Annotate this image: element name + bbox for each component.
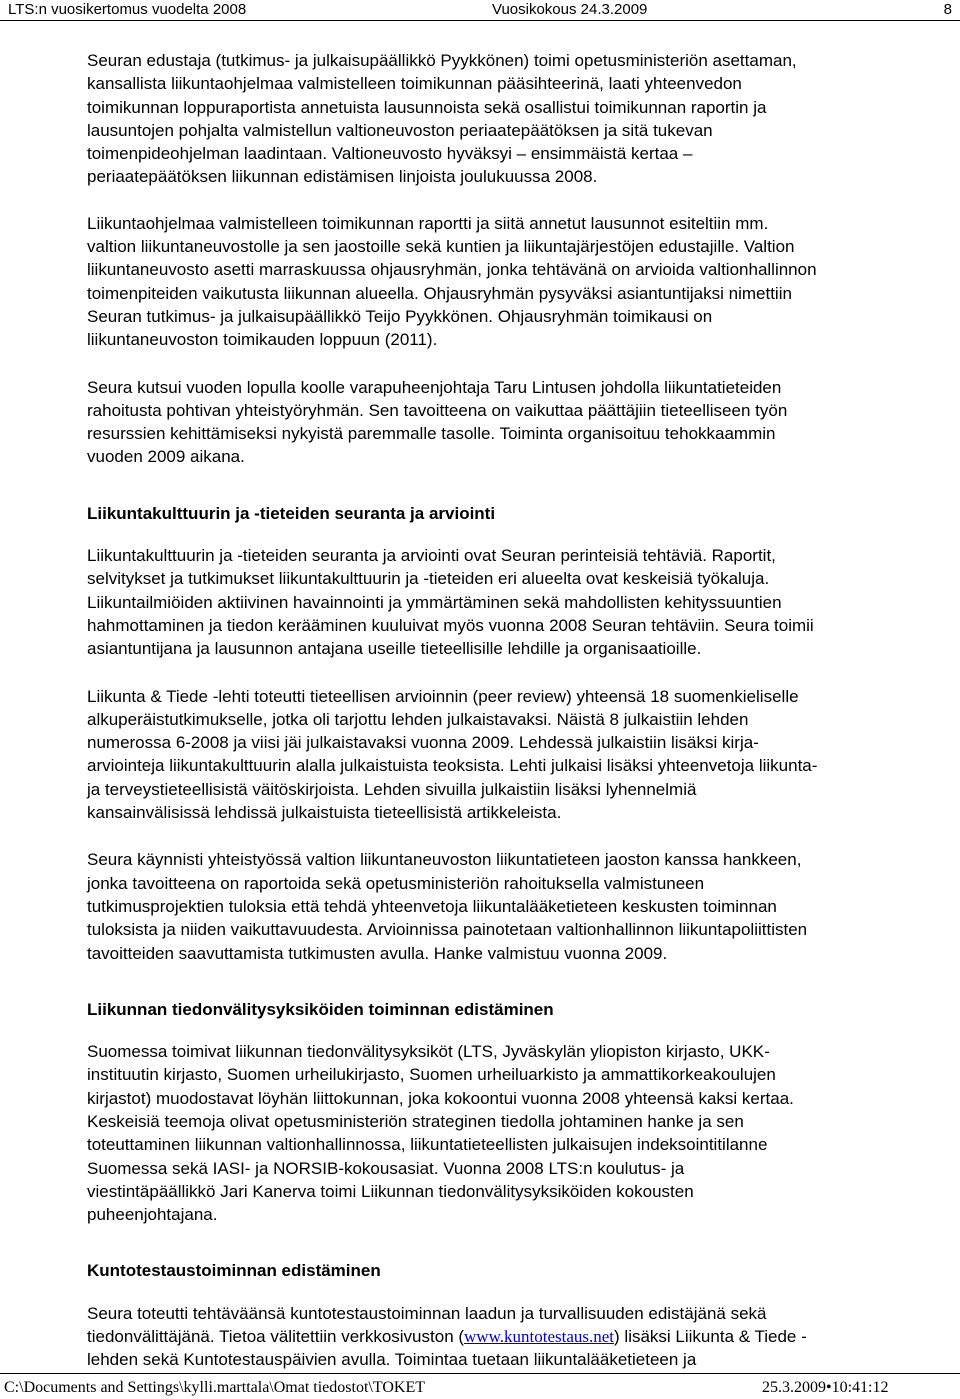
paragraph-peer-review: Liikunta & Tiede -lehti toteutti tieteellisen arvioinnin (peer review) yhteensä 18 suomenkieliselle alkuperäistutkimukselle, jotka oli tarjottu lehden julkaistavaksi. Näistä 8 julkaistiin lehden numerossa 6-2008 ja viisi jäi julkaistavaksi vuonna 2009. Lehdessä julkaistiin lisäksi kirja- arviointeja liikuntakulttuurin alalla julkaistuista teoksista. Lehti julkaisi lisäksi yhteenvetoja liikunta- ja terveystieteellisistä väitöskirjoista. Lehden sivuilla julkaistiin lisäksi lyhennelmiä kansainvälisissä lehdissä julkaistuista tieteellisistä artikkeleista. — [87, 686, 818, 823]
paragraph-kuntotestaus — [87, 1302, 957, 1372]
page-number: 8 — [943, 1, 952, 18]
paragraph-ohjausryhma: Liikuntaohjelmaa valmistelleen toimikunnan raportti ja siitä annetut lausunnot esiteltiin mm. valtion liikuntaneuvostolle ja sen jaostoille sekä kuntien ja liikuntajärjestöjen edustajille. Valtion liikuntaneuvosto asetti marraskuussa ohjausryhmän, jonka tehtävänä on arvioida valtionhallinnon toimenpiteiden vaikutusta liikunnan alueella. Ohjausryhmän pysyväksi asiantuntijaksi nimettiin Seuran tutkimus- ja julkaisupäällikkö Teijo Pyykkönen. Ohjausryhmän toimikausi on liikuntaneuvoston toimikauden loppuun (2011). — [87, 213, 817, 350]
paragraph-rahoitus: Seura kutsui vuoden lopulla koolle varapuheenjohtaja Taru Lintusen johdolla liikuntatieteiden rahoitusta pohtivan yhteistyöryhmän. Sen tavoitteena on vaikuttaa päättäjiin tieteelliseen työn resurssien kehittämiseksi nykyistä paremmalle tasolle. Toiminta organisoituu tehokkaammin vuoden 2009 aikana. — [87, 377, 788, 467]
header-meeting-date: Vuosikokous 24.3.2009 — [492, 1, 648, 18]
paragraph-hanke: Seura käynnisti yhteistyössä valtion liikuntaneuvoston liikuntatieteen jaoston kanssa hankkeen, jonka tavoitteena on raportoida sekä opetusministeriön rahoituksella valmistuneen tutkimusprojektien tuloksia että tehdä yhteenvetoja liikuntalääketieteen keskusten toiminnan tuloksista ja niiden vaikuttavuudesta. Arvioinnissa painotetaan valtionhallinnon liikuntapoliittisten tavoitteiden saavuttamista tutkimusten avulla. Hanke valmistuu vuonna 2009. — [87, 850, 808, 963]
paragraph-seuranta: Liikuntakulttuurin ja -tieteiden seuranta ja arviointi ovat Seuran perinteisiä tehtäviä. Raportit, selvitykset ja tutkimukset liikuntakulttuurin ja -tieteiden eri alueelta ovat keskeisiä työkaluja. Liikuntailmiöiden aktiivinen havainnointi ja ymmärtäminen sekä mahdollisten kehityssuuntien hahmottaminen ja tiedon kerääminen kuuluivat myös vuonna 2008 Seuran tehtäviin. Seura toimii asiantuntijana ja lausunnon antajana useille tieteellisille lehdille ja organisaatioille. — [87, 546, 814, 659]
kuntotestaus-link[interactable]: www.kuntotestaus.net — [464, 1327, 615, 1347]
paragraph-kuntotestaus-text-1: Seura toteutti tehtäväänsä kuntotestaustoiminnan laadun ja turvallisuuden edistäjänä sekä tiedonvälittäjänä. Tietoa välitettiin verkkosivuston ( — [87, 1303, 767, 1347]
page-header — [0, 0, 960, 21]
paragraph-kuntotestaus-text-2: ) lisäksi Liikunta & Tiede - lehden sekä Kuntotestauspäivien avulla. Toimintaa tuetaan liikuntalääketieteen ja — [87, 1327, 807, 1370]
document-body — [87, 49, 957, 1372]
paragraph-tiedonvalitys: Suomessa toimivat liikunnan tiedonvälitysyksiköt (LTS, Jyväskylän yliopiston kirjasto, UKK- instituutin kirjasto, Suomen urheilukirjasto, Suomen urheiluarkisto ja ammattikorkeakoulujen kirjastot) muodostavat löyhän liittokunnan, joka kokoontui vuonna 2008 yhteensä kaksi kertaa. Keskeisiä teemoja olivat opetusministeriön strateginen tiedolla johtaminen hanke ja sen toteuttaminen liikunnan valtionhallinnossa, liikuntatieteellisten julkaisujen indeksointitilanne Suomessa sekä IASI- ja NORSIB-kokousasiat. Vuonna 2008 LTS:n koulutus- ja viestintäpäällikkö Jari Kanerva toimi Liikunnan tiedonvälitysyksiköiden kokousten puheenjohtajana. — [87, 1042, 794, 1225]
header-document-title: LTS:n vuosikertomus vuodelta 2008 — [8, 1, 247, 18]
footer-timestamp: 25.3.2009•10:41:12 — [762, 1379, 889, 1396]
footer-file-path: C:\Documents and Settings\kylli.marttala\Omat tiedostot\TOKET — [4, 1379, 425, 1396]
section-heading-kuntotestaus: Kuntotestaustoiminnan edistäminen — [87, 1261, 381, 1281]
section-heading-tiedonvalitys: Liikunnan tiedonvälitysyksiköiden toiminnan edistäminen — [87, 999, 554, 1019]
section-heading-seuranta: Liikuntakulttuurin ja -tieteiden seuranta ja arviointi — [87, 503, 496, 523]
paragraph-liikuntaohjelma: Seuran edustaja (tutkimus- ja julkaisupäällikkö Pyykkönen) toimi opetusministeriön asettaman, kansallista liikuntaohjelmaa valmistelleen toimikunnan pääsihteerinä, laati yhteenvedon toimikunnan loppuraportista annetuista lausunnoista sekä osallistui toimikunnan raportin ja lausuntojen pohjalta valmistellun valtioneuvoston periaatepäätöksen ja sitä tukevan toimenpideohjelman laadintaan. Valtioneuvosto hyväksyi – ensimmäistä kertaa – periaatepäätöksen liikunnan edistämisen linjoista joulukuussa 2008. — [87, 51, 797, 187]
page-footer — [0, 1373, 960, 1397]
